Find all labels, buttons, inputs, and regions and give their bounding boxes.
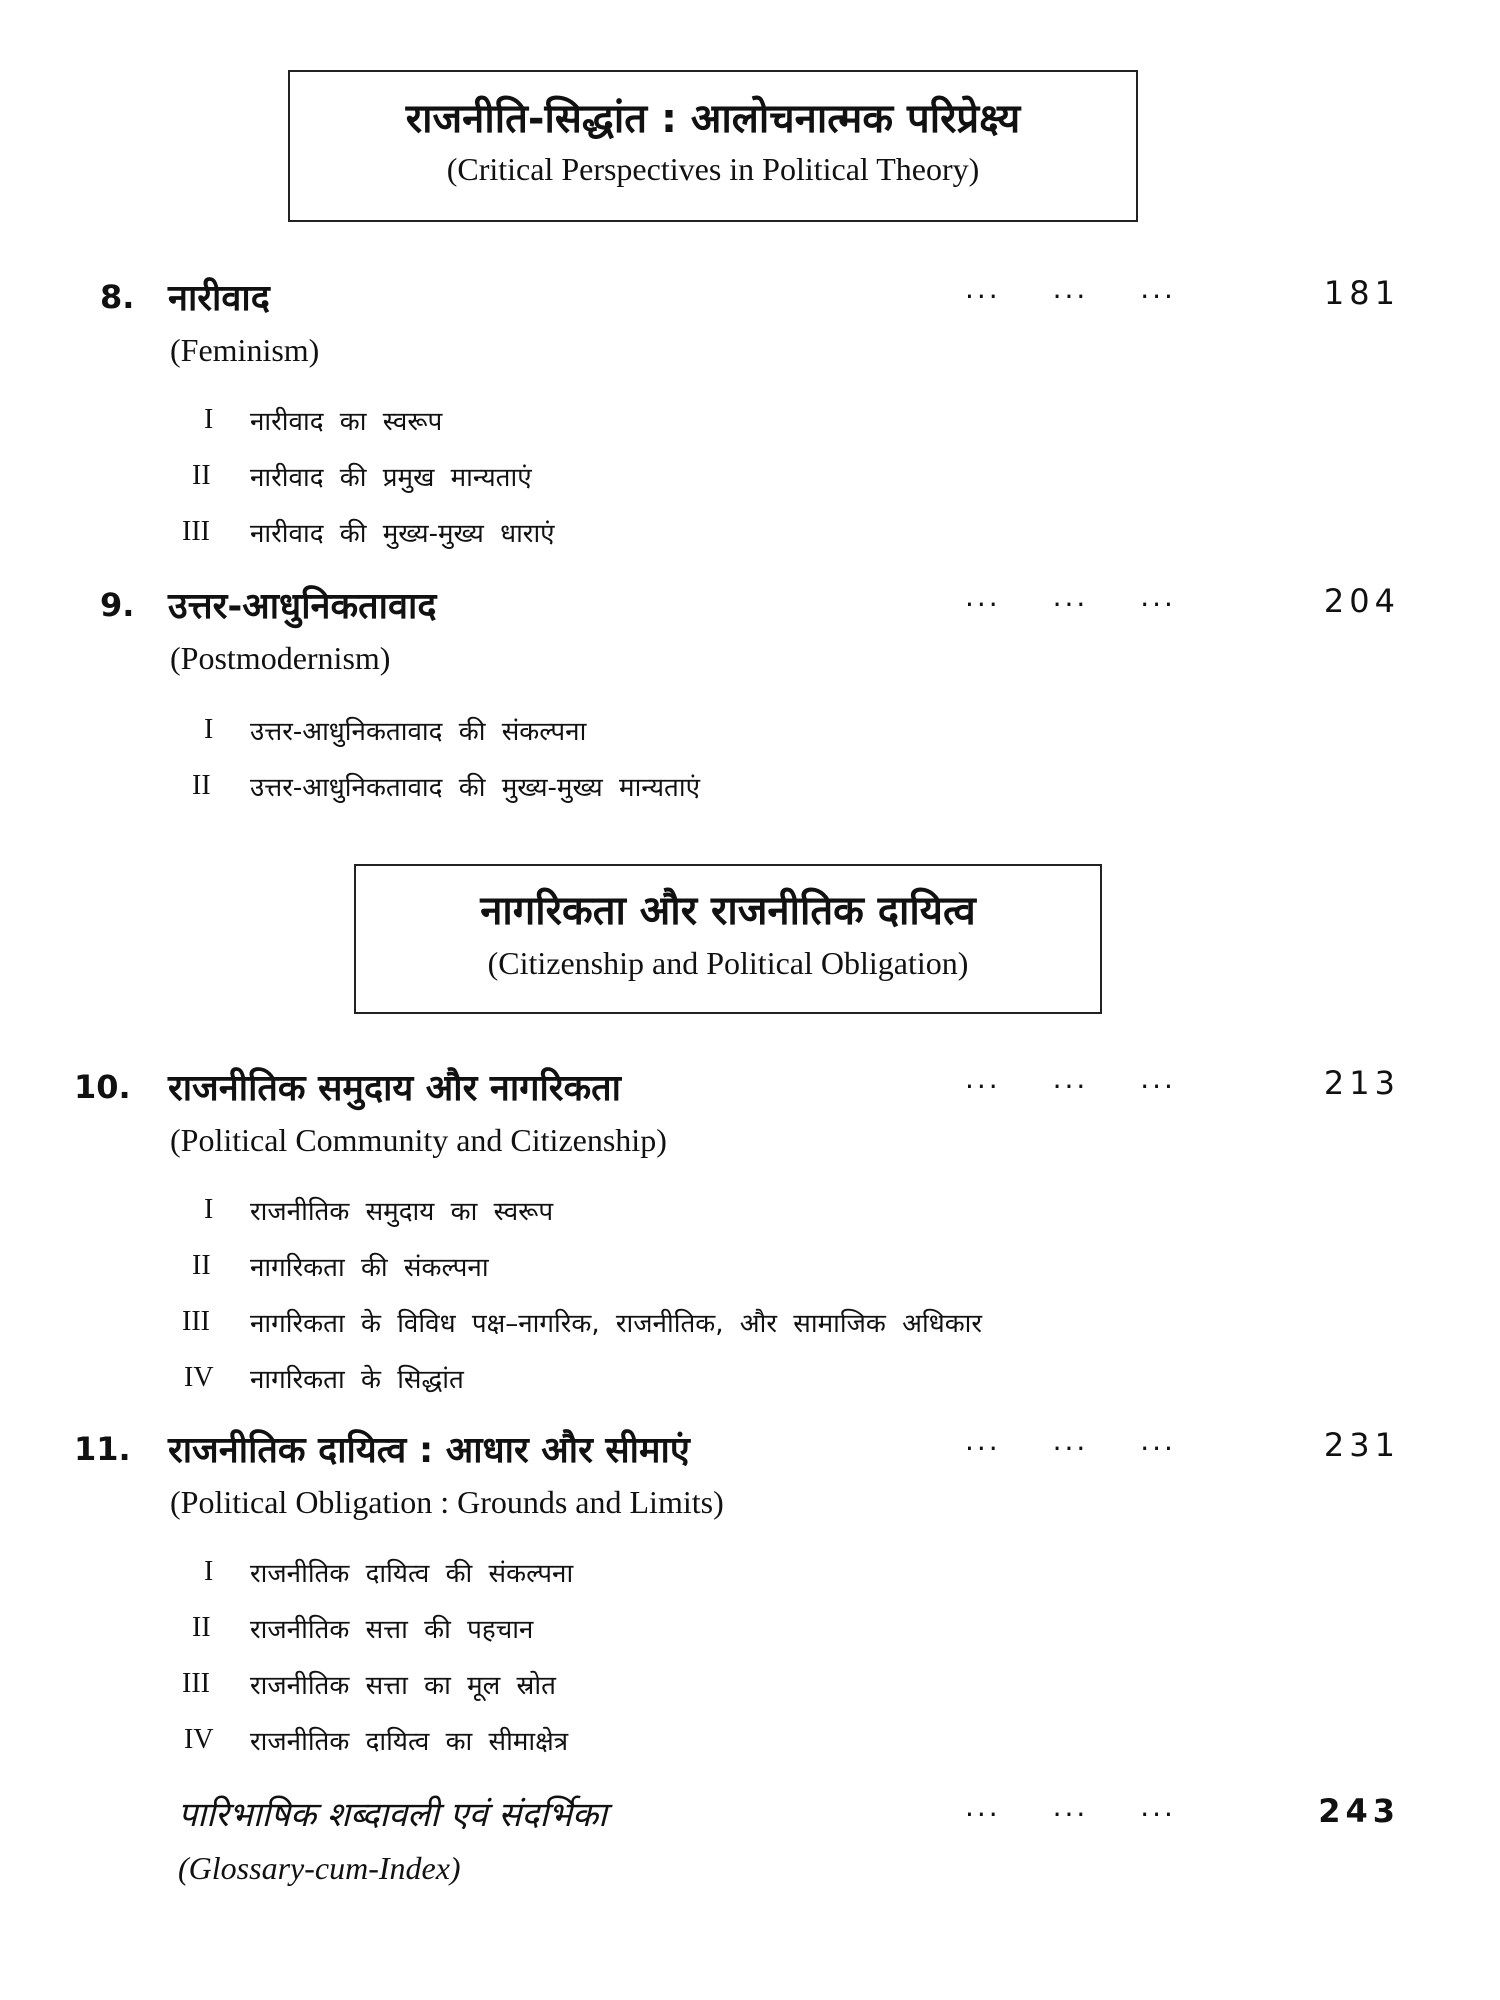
section-heading-hindi: राजनीति-सिद्धांत : आलोचनात्मक परिप्रेक्ष्य xyxy=(405,96,1021,142)
subtopic-text: नारीवाद का स्वरूप xyxy=(250,407,443,437)
subtopic-text: उत्तर-आधुनिकतावाद की संकल्पना xyxy=(250,717,587,747)
subtopic-numeral: III xyxy=(182,516,210,547)
subtopic-item xyxy=(0,514,1500,558)
subtopic-numeral: I xyxy=(204,714,214,745)
section-heading-box-citizenship xyxy=(354,864,1102,1014)
chapter-page-number: 204 xyxy=(1323,582,1400,620)
subtopic-text: नागरिकता के सिद्धांत xyxy=(250,1365,464,1395)
chapter-title-english: (Political Community and Citizenship) xyxy=(170,1122,667,1158)
subtopic-item xyxy=(0,1554,1500,1598)
subtopic-numeral: III xyxy=(182,1306,210,1337)
section-heading-hindi: नागरिकता और राजनीतिक दायित्व xyxy=(480,888,976,934)
chapter-entry-8[interactable] xyxy=(0,272,1500,332)
subtopic-numeral: I xyxy=(204,1556,214,1587)
chapter-title-english: (Postmodernism) xyxy=(170,640,391,676)
subtopic-numeral: II xyxy=(192,460,211,491)
leader-dots: ... ... ... xyxy=(965,1790,1176,1823)
chapter-entry-9[interactable] xyxy=(0,580,1500,640)
chapter-number: 10. xyxy=(74,1068,131,1106)
subtopic-item xyxy=(0,1722,1500,1766)
subtopic-text: नारीवाद की मुख्य-मुख्य धाराएं xyxy=(250,519,555,549)
subtopic-text: राजनीतिक दायित्व की संकल्पना xyxy=(250,1559,574,1589)
subtopic-item xyxy=(0,1248,1500,1292)
subtopic-numeral: II xyxy=(192,1250,211,1281)
subtopic-text: नागरिकता की संकल्पना xyxy=(250,1253,489,1283)
chapter-page-number: 213 xyxy=(1323,1064,1400,1102)
chapter-page-number: 181 xyxy=(1323,274,1400,312)
subtopic-text: राजनीतिक सत्ता की पहचान xyxy=(250,1615,534,1645)
section-heading-english: (Citizenship and Political Obligation) xyxy=(487,945,969,981)
leader-dots: ... ... ... xyxy=(965,272,1176,305)
subtopic-item xyxy=(0,768,1500,812)
glossary-page-number: 243 xyxy=(1318,1792,1400,1830)
chapter-number: 11. xyxy=(74,1430,131,1468)
subtopic-numeral: IV xyxy=(184,1724,214,1755)
subtopic-numeral: II xyxy=(192,1612,211,1643)
subtopic-text: उत्तर-आधुनिकतावाद की मुख्य-मुख्य मान्यताएं xyxy=(250,773,700,803)
chapter-title-hindi: राजनीतिक दायित्व : आधार और सीमाएं xyxy=(168,1430,690,1471)
subtopic-text: राजनीतिक सत्ता का मूल स्रोत xyxy=(250,1671,556,1701)
glossary-title-english: (Glossary-cum-Index) xyxy=(178,1850,461,1886)
section-heading-box-critical-perspectives xyxy=(288,70,1138,222)
subtopic-item xyxy=(0,1192,1500,1236)
section-heading-english: (Critical Perspectives in Political Theory) xyxy=(446,151,980,187)
subtopic-text: नारीवाद की प्रमुख मान्यताएं xyxy=(250,463,532,493)
glossary-entry[interactable] xyxy=(0,1790,1500,1850)
subtopic-item xyxy=(0,402,1500,446)
leader-dots: ... ... ... xyxy=(965,1424,1176,1457)
subtopic-numeral: IV xyxy=(184,1362,214,1393)
chapter-number: 8. xyxy=(100,278,135,316)
glossary-title-hindi: पारिभाषिक शब्दावली एवं संदर्भिका xyxy=(178,1795,607,1835)
subtopic-numeral: I xyxy=(204,1194,214,1225)
subtopic-item xyxy=(0,458,1500,502)
subtopic-numeral: I xyxy=(204,404,214,435)
leader-dots: ... ... ... xyxy=(965,1062,1176,1095)
chapter-title-hindi: उत्तर-आधुनिकतावाद xyxy=(168,586,437,627)
chapter-title-hindi: राजनीतिक समुदाय और नागरिकता xyxy=(168,1068,622,1109)
subtopic-text: नागरिकता के विविध पक्ष–नागरिक, राजनीतिक, और सामाजिक अधिकार xyxy=(250,1309,983,1339)
chapter-title-english: (Feminism) xyxy=(170,332,320,368)
subtopic-item xyxy=(0,1666,1500,1710)
subtopic-text: राजनीतिक दायित्व का सीमाक्षेत्र xyxy=(250,1727,569,1757)
chapter-entry-11[interactable] xyxy=(0,1424,1500,1484)
subtopic-item xyxy=(0,712,1500,756)
subtopic-numeral: II xyxy=(192,770,211,801)
subtopic-numeral: III xyxy=(182,1668,210,1699)
subtopic-item xyxy=(0,1610,1500,1654)
chapter-title-hindi: नारीवाद xyxy=(168,278,270,319)
chapter-page-number: 231 xyxy=(1323,1426,1400,1464)
leader-dots: ... ... ... xyxy=(965,580,1176,613)
subtopic-text: राजनीतिक समुदाय का स्वरूप xyxy=(250,1197,554,1227)
chapter-number: 9. xyxy=(100,586,135,624)
subtopic-item xyxy=(0,1304,1500,1348)
subtopic-item xyxy=(0,1360,1500,1404)
chapter-title-english: (Political Obligation : Grounds and Limits) xyxy=(170,1484,724,1520)
chapter-entry-10[interactable] xyxy=(0,1062,1500,1122)
